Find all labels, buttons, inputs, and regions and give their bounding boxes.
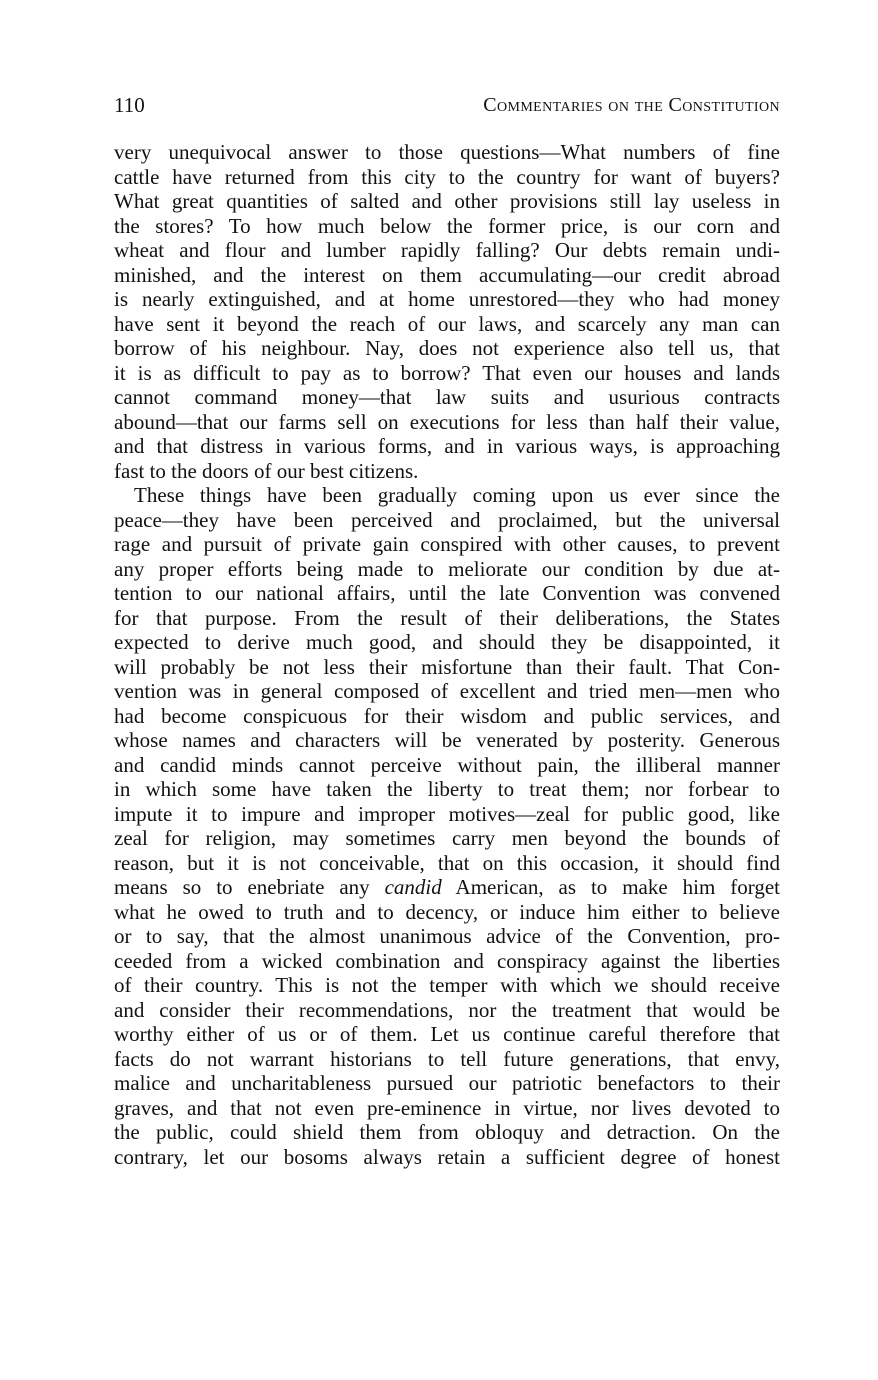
text-line: worthy either of us or of them. Let us continue careful therefore that xyxy=(114,1022,780,1046)
text-line: it is as difficult to pay as to borrow? That even our houses and lands xyxy=(114,360,780,385)
text-line: have sent it beyond the reach of our laws, and scarcely any man can xyxy=(114,311,780,336)
text-line: impute it to impure and improper motives—zeal for public good, like xyxy=(114,801,780,826)
text-line: tention to our national affairs, until the late Convention was convened xyxy=(114,581,780,605)
text-line: and candid minds cannot perceive without pain, the illiberal manner xyxy=(114,752,780,777)
text-line: minished, and the interest on them accumulating—our credit abroad xyxy=(114,262,780,287)
italic-word: candid xyxy=(384,875,442,899)
text-line: fast to the doors of our best citizens. xyxy=(114,458,419,483)
text-line: What great quantities of salted and other provisions still lay useless in xyxy=(114,189,780,213)
text-line: facts do not warrant historians to tell future generations, that envy, xyxy=(114,1046,780,1071)
text-line: zeal for religion, may sometimes carry men beyond the bounds of xyxy=(114,826,780,850)
text-line: contrary, let our bosoms always retain a sufficient degree of honest xyxy=(114,1144,780,1169)
text-line: rage and pursuit of private gain conspired with other causes, to prevent xyxy=(114,532,780,556)
text-line: or to say, that the almost unanimous advice of the Convention, pro- xyxy=(114,924,780,948)
page-number: 110 xyxy=(114,93,145,117)
text-line: the stores? To how much below the former price, is our corn and xyxy=(114,213,780,238)
body-text xyxy=(114,140,780,1169)
text-line: These things have been gradually coming upon us ever since the xyxy=(134,483,780,507)
text-line: any proper efforts being made to meliorate our condition by due at- xyxy=(114,556,780,581)
text-line: borrow of his neighbour. Nay, does not experience also tell us, that xyxy=(114,336,780,360)
text-line: abound—that our farms sell on executions for less than half their value, xyxy=(114,409,780,434)
text-line: for that purpose. From the result of their deliberations, the States xyxy=(114,605,780,630)
text-line: malice and uncharitableness pursued our patriotic benefactors to their xyxy=(114,1071,780,1095)
text-line: cannot command money—that law suits and usurious contracts xyxy=(114,385,780,409)
text-line: and consider their recommendations, nor the treatment that would be xyxy=(114,997,780,1022)
text-line: is nearly extinguished, and at home unrestored—they who had money xyxy=(114,287,780,311)
running-title: Commentaries on the Constitution xyxy=(483,94,780,116)
text-line: wheat and flour and lumber rapidly falling? Our debts remain undi- xyxy=(114,238,780,262)
text-line: expected to derive much good, and should they be disappointed, it xyxy=(114,630,780,654)
text-line: what he owed to truth and to decency, or induce him either to believe xyxy=(114,899,780,924)
text-line: reason, but it is not conceivable, that on this occasion, it should find xyxy=(114,850,780,875)
text-line: in which some have taken the liberty to treat them; nor forbear to xyxy=(114,777,780,801)
text-line: whose names and characters will be venerated by posterity. Generous xyxy=(114,728,780,752)
text-run: American, as to make him forget xyxy=(441,875,780,899)
text-line-with-italic xyxy=(114,875,780,900)
text-line: ceeded from a wicked combination and conspiracy against the liberties xyxy=(114,948,780,973)
text-line: very unequivocal answer to those questions—What numbers of fine xyxy=(114,140,780,164)
text-line: of their country. This is not the temper with which we should receive xyxy=(114,973,780,997)
text-line: vention was in general composed of excellent and tried men—men who xyxy=(114,679,780,703)
text-run: means so to enebriate any xyxy=(114,875,385,899)
running-head xyxy=(114,90,780,120)
text-line: cattle have returned from this city to the country for want of buyers? xyxy=(114,164,780,189)
text-line: the public, could shield them from obloquy and detraction. On the xyxy=(114,1120,780,1144)
text-line: and that distress in various forms, and in various ways, is approaching xyxy=(114,434,780,458)
text-line: graves, and that not even pre-eminence in virtue, nor lives devoted to xyxy=(114,1095,780,1120)
text-line: had become conspicuous for their wisdom and public services, and xyxy=(114,703,780,728)
text-line: peace—they have been perceived and proclaimed, but the universal xyxy=(114,507,780,532)
text-line: will probably be not less their misfortune than their fault. That Con- xyxy=(114,654,780,679)
